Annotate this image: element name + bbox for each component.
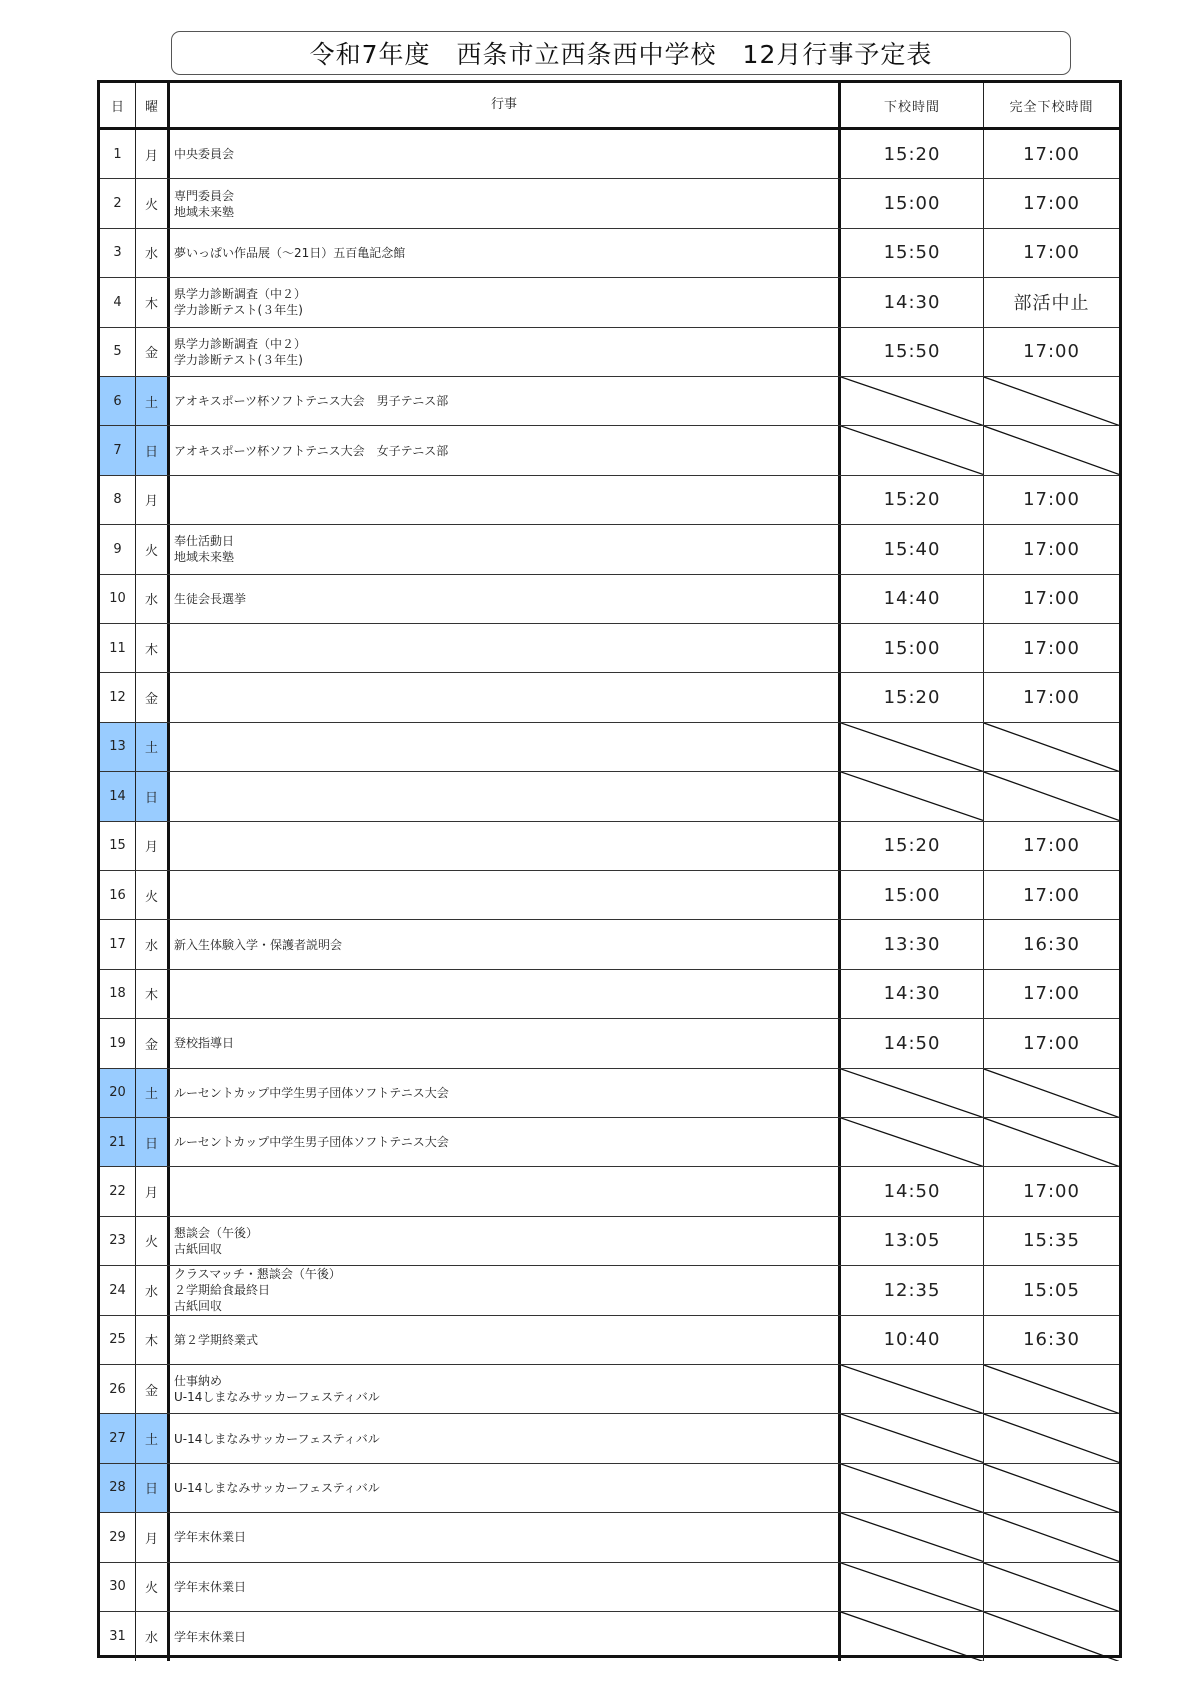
event-cell (170, 328, 841, 376)
full-dismissal-time-cell (984, 426, 1119, 474)
table-row (100, 624, 1119, 673)
header-full-dismissal-time: 完全下校時間 (1009, 99, 1094, 115)
event-line: 学年末休業日 (174, 1579, 247, 1594)
table-row (100, 920, 1119, 969)
full-dismissal-time-cell (984, 1019, 1119, 1067)
full-dismissal-time-cell (984, 1266, 1119, 1314)
event-line: 学力診断テスト(３年生) (174, 352, 303, 367)
dismissal-time-cell (841, 1365, 984, 1413)
weekday-cell: 月 (136, 476, 170, 524)
dismissal-time-cell (841, 130, 984, 178)
event-line: 夢いっぱい作品展（～21日）五百亀記念館 (174, 245, 406, 260)
full-dismissal-time: 17:00 (1023, 143, 1080, 165)
dismissal-time-cell (841, 1069, 984, 1117)
dismissal-time: 15:20 (883, 835, 941, 857)
day-cell: 18 (100, 970, 136, 1018)
weekday-cell: 金 (136, 1019, 170, 1067)
table-row (100, 1167, 1119, 1216)
table-row (100, 575, 1119, 624)
full-dismissal-time-cell (984, 624, 1119, 672)
day-cell: 8 (100, 476, 136, 524)
dismissal-time-cell (841, 1316, 984, 1364)
dismissal-time: 12:35 (883, 1279, 941, 1301)
event-line: 奉仕活動日 (174, 534, 235, 549)
day-cell: 17 (100, 920, 136, 968)
weekday-cell: 金 (136, 673, 170, 721)
full-dismissal-time-cell (984, 1365, 1119, 1413)
full-dismissal-time: 17:00 (1023, 341, 1080, 363)
table-row (100, 1019, 1119, 1068)
full-dismissal-time: 17:00 (1023, 489, 1080, 511)
event-line: 県学力診断調査（中２） (174, 336, 307, 351)
event-line: 生徒会長選挙 (174, 591, 247, 606)
full-dismissal-time: 15:35 (1023, 1230, 1080, 1252)
weekday-cell: 木 (136, 970, 170, 1018)
weekday-cell: 月 (136, 822, 170, 870)
table-row (100, 970, 1119, 1019)
event-cell (170, 1612, 841, 1661)
dismissal-time: 14:30 (883, 983, 941, 1005)
dismissal-time-cell (841, 377, 984, 425)
dismissal-time: 15:20 (883, 143, 941, 165)
table-row (100, 278, 1119, 327)
weekday-cell: 日 (136, 772, 170, 820)
weekday-cell: 土 (136, 1414, 170, 1462)
header-event: 行事 (170, 83, 841, 127)
day-cell: 21 (100, 1118, 136, 1166)
header-dismissal-time: 下校時間 (841, 83, 984, 127)
day-cell: 31 (100, 1612, 136, 1661)
full-dismissal-time: 17:00 (1023, 637, 1080, 659)
full-dismissal-time: 16:30 (1023, 934, 1080, 956)
dismissal-time: 15:20 (883, 687, 941, 709)
table-row (100, 822, 1119, 871)
full-dismissal-time: 16:30 (1023, 1329, 1080, 1351)
day-cell: 9 (100, 525, 136, 573)
table-header (100, 83, 1119, 130)
full-dismissal-time-cell (984, 1167, 1119, 1215)
full-dismissal-time: 17:00 (1023, 884, 1080, 906)
dismissal-time: 15:20 (883, 489, 941, 511)
weekday-cell: 金 (136, 1365, 170, 1413)
event-line: 地域未来塾 (174, 550, 235, 565)
full-dismissal-time: 17:00 (1023, 687, 1080, 709)
weekday-cell: 水 (136, 1266, 170, 1314)
event-cell (170, 1365, 841, 1413)
day-cell: 3 (100, 229, 136, 277)
table-row (100, 476, 1119, 525)
full-dismissal-time-cell (984, 1513, 1119, 1561)
event-line: アオキスポーツ杯ソフトテニス大会 男子テニス部 (174, 394, 449, 409)
event-cell (170, 179, 841, 227)
full-dismissal-time-cell (984, 229, 1119, 277)
dismissal-time-cell (841, 624, 984, 672)
event-line: 学力診断テスト(３年生) (174, 303, 303, 318)
event-cell (170, 476, 841, 524)
event-cell (170, 278, 841, 326)
event-line: クラスマッチ・懇談会（午後） (174, 1267, 341, 1282)
full-dismissal-time-cell (984, 1118, 1119, 1166)
event-cell (170, 1167, 841, 1215)
event-cell (170, 772, 841, 820)
dismissal-time: 15:50 (883, 242, 941, 264)
event-cell (170, 130, 841, 178)
table-row (100, 130, 1119, 179)
dismissal-time-cell (841, 723, 984, 771)
dismissal-time-cell (841, 871, 984, 919)
event-cell (170, 822, 841, 870)
weekday-cell: 火 (136, 525, 170, 573)
day-cell: 10 (100, 575, 136, 623)
weekday-cell: 火 (136, 1217, 170, 1265)
event-line: ルーセントカップ中学生男子団体ソフトテニス大会 (174, 1135, 449, 1150)
table-row (100, 1266, 1119, 1315)
day-cell: 1 (100, 130, 136, 178)
dismissal-time: 15:00 (883, 193, 941, 215)
day-cell: 25 (100, 1316, 136, 1364)
event-line: 懇談会（午後） (174, 1225, 259, 1240)
weekday-cell: 土 (136, 1069, 170, 1117)
weekday-cell: 日 (136, 1118, 170, 1166)
weekday-cell: 火 (136, 179, 170, 227)
weekday-cell: 日 (136, 426, 170, 474)
header-weekday: 曜 (136, 83, 170, 127)
day-cell: 11 (100, 624, 136, 672)
day-cell: 22 (100, 1167, 136, 1215)
dismissal-time-cell (841, 673, 984, 721)
dismissal-time-cell (841, 1414, 984, 1462)
event-line: 仕事納め (174, 1374, 223, 1389)
weekday-cell: 水 (136, 229, 170, 277)
dismissal-time-cell (841, 1563, 984, 1611)
full-dismissal-time-cell (984, 179, 1119, 227)
day-cell: 23 (100, 1217, 136, 1265)
full-dismissal-time: 17:00 (1023, 242, 1080, 264)
event-cell (170, 1266, 841, 1314)
full-dismissal-time-cell (984, 1612, 1119, 1661)
dismissal-time-cell (841, 1464, 984, 1512)
dismissal-time-cell (841, 1513, 984, 1561)
dismissal-time: 10:40 (883, 1329, 941, 1351)
full-dismissal-time: 17:00 (1023, 1181, 1080, 1203)
dismissal-time-cell (841, 920, 984, 968)
dismissal-time-cell (841, 575, 984, 623)
dismissal-time-cell (841, 328, 984, 376)
event-line: ２学期給食最終日 (174, 1283, 271, 1298)
weekday-cell: 火 (136, 871, 170, 919)
dismissal-time: 14:30 (883, 291, 941, 313)
dismissal-time-cell (841, 1612, 984, 1661)
event-line: U-14しまなみサッカーフェスティバル (174, 1480, 380, 1495)
weekday-cell: 日 (136, 1464, 170, 1512)
event-cell (170, 1414, 841, 1462)
event-cell (170, 1069, 841, 1117)
day-cell: 28 (100, 1464, 136, 1512)
dismissal-time: 14:50 (883, 1032, 941, 1054)
full-dismissal-time: 17:00 (1023, 588, 1080, 610)
day-cell: 4 (100, 278, 136, 326)
table-row (100, 1118, 1119, 1167)
day-cell: 5 (100, 328, 136, 376)
table-row (100, 1563, 1119, 1612)
day-cell: 19 (100, 1019, 136, 1067)
header-day: 日 (100, 83, 136, 127)
event-cell (170, 377, 841, 425)
full-dismissal-time-cell (984, 328, 1119, 376)
day-cell: 6 (100, 377, 136, 425)
full-dismissal-time: 15:05 (1023, 1279, 1080, 1301)
event-cell (170, 1464, 841, 1512)
full-dismissal-time-cell (984, 920, 1119, 968)
table-row (100, 1069, 1119, 1118)
title-box (171, 31, 1071, 75)
day-cell: 2 (100, 179, 136, 227)
day-cell: 26 (100, 1365, 136, 1413)
dismissal-time-cell (841, 1167, 984, 1215)
dismissal-time-cell (841, 1118, 984, 1166)
full-dismissal-time-cell (984, 970, 1119, 1018)
dismissal-time-cell (841, 525, 984, 573)
event-cell (170, 525, 841, 573)
event-line: 専門委員会 (174, 188, 235, 203)
event-cell (170, 1019, 841, 1067)
event-cell (170, 426, 841, 474)
full-dismissal-time-cell (984, 1316, 1119, 1364)
table-row (100, 871, 1119, 920)
weekday-cell: 水 (136, 575, 170, 623)
full-dismissal-time-cell (984, 723, 1119, 771)
event-cell (170, 723, 841, 771)
dismissal-time-cell (841, 476, 984, 524)
table-row (100, 1414, 1119, 1463)
dismissal-time-cell (841, 1217, 984, 1265)
event-cell (170, 1217, 841, 1265)
dismissal-time-cell (841, 1266, 984, 1314)
dismissal-time-cell (841, 822, 984, 870)
day-cell: 7 (100, 426, 136, 474)
weekday-cell: 木 (136, 1316, 170, 1364)
table-row (100, 1464, 1119, 1513)
full-dismissal-time-cell (984, 377, 1119, 425)
weekday-cell: 月 (136, 130, 170, 178)
schedule-table (97, 80, 1122, 1658)
dismissal-time-cell (841, 772, 984, 820)
dismissal-time: 15:00 (883, 884, 941, 906)
day-cell: 29 (100, 1513, 136, 1561)
event-cell (170, 575, 841, 623)
table-row (100, 673, 1119, 722)
event-cell (170, 920, 841, 968)
event-line: 学年末休業日 (174, 1629, 247, 1644)
event-cell (170, 1513, 841, 1561)
table-row (100, 229, 1119, 278)
weekday-cell: 月 (136, 1167, 170, 1215)
full-dismissal-time-cell (984, 1069, 1119, 1117)
weekday-cell: 水 (136, 920, 170, 968)
event-cell (170, 970, 841, 1018)
full-dismissal-time-cell (984, 130, 1119, 178)
event-line: 古紙回収 (174, 1241, 223, 1256)
full-dismissal-time: 部活中止 (1013, 293, 1090, 315)
event-line: 新入生体験入学・保護者説明会 (174, 937, 343, 952)
weekday-cell: 木 (136, 278, 170, 326)
dismissal-time: 14:40 (883, 588, 941, 610)
full-dismissal-time-cell (984, 1464, 1119, 1512)
page-title: 令和7年度 西条市立西条西中学校 12月行事予定表 (309, 40, 933, 69)
table-row (100, 1217, 1119, 1266)
event-line: ルーセントカップ中学生男子団体ソフトテニス大会 (174, 1085, 449, 1100)
full-dismissal-time-cell (984, 525, 1119, 573)
table-row (100, 1612, 1119, 1661)
full-dismissal-time: 17:00 (1023, 1032, 1080, 1054)
dismissal-time: 13:30 (883, 934, 941, 956)
event-cell (170, 673, 841, 721)
table-row (100, 377, 1119, 426)
full-dismissal-time: 17:00 (1023, 983, 1080, 1005)
weekday-cell: 金 (136, 328, 170, 376)
table-row (100, 1316, 1119, 1365)
dismissal-time: 15:50 (883, 341, 941, 363)
event-line: 登校指導日 (174, 1036, 235, 1051)
table-row (100, 723, 1119, 772)
full-dismissal-time-cell (984, 476, 1119, 524)
day-cell: 14 (100, 772, 136, 820)
dismissal-time: 13:05 (883, 1230, 941, 1252)
weekday-cell: 月 (136, 1513, 170, 1561)
full-dismissal-time-cell (984, 871, 1119, 919)
event-line: 県学力診断調査（中２） (174, 287, 307, 302)
event-cell (170, 1316, 841, 1364)
event-cell (170, 871, 841, 919)
full-dismissal-time-cell (984, 772, 1119, 820)
dismissal-time: 14:50 (883, 1181, 941, 1203)
event-line: アオキスポーツ杯ソフトテニス大会 女子テニス部 (174, 443, 449, 458)
full-dismissal-time-cell (984, 822, 1119, 870)
table-row (100, 772, 1119, 821)
event-line: 学年末休業日 (174, 1530, 247, 1545)
dismissal-time-cell (841, 179, 984, 227)
table-row (100, 426, 1119, 475)
event-line: U-14しまなみサッカーフェスティバル (174, 1390, 380, 1405)
dismissal-time-cell (841, 426, 984, 474)
weekday-cell: 水 (136, 1612, 170, 1661)
dismissal-time-cell (841, 278, 984, 326)
day-cell: 20 (100, 1069, 136, 1117)
full-dismissal-time-cell (984, 1414, 1119, 1462)
full-dismissal-time: 17:00 (1023, 193, 1080, 215)
day-cell: 24 (100, 1266, 136, 1314)
day-cell: 12 (100, 673, 136, 721)
event-cell (170, 1118, 841, 1166)
weekday-cell: 火 (136, 1563, 170, 1611)
event-cell (170, 229, 841, 277)
dismissal-time-cell (841, 1019, 984, 1067)
event-line: 古紙回収 (174, 1299, 223, 1314)
dismissal-time-cell (841, 970, 984, 1018)
day-cell: 15 (100, 822, 136, 870)
full-dismissal-time: 17:00 (1023, 538, 1080, 560)
dismissal-time-cell (841, 229, 984, 277)
weekday-cell: 土 (136, 377, 170, 425)
table-row (100, 1365, 1119, 1414)
full-dismissal-time: 17:00 (1023, 835, 1080, 857)
table-row (100, 525, 1119, 574)
table-row (100, 179, 1119, 228)
weekday-cell: 木 (136, 624, 170, 672)
full-dismissal-time-cell (984, 278, 1119, 326)
dismissal-time: 15:40 (883, 538, 941, 560)
day-cell: 16 (100, 871, 136, 919)
dismissal-time: 15:00 (883, 637, 941, 659)
day-cell: 30 (100, 1563, 136, 1611)
event-line: 地域未来塾 (174, 204, 235, 219)
full-dismissal-time-cell (984, 1563, 1119, 1611)
day-cell: 27 (100, 1414, 136, 1462)
weekday-cell: 土 (136, 723, 170, 771)
event-line: 第２学期終業式 (174, 1332, 259, 1347)
table-row (100, 328, 1119, 377)
table-row (100, 1513, 1119, 1562)
full-dismissal-time-cell (984, 1217, 1119, 1265)
event-cell (170, 624, 841, 672)
event-line: U-14しまなみサッカーフェスティバル (174, 1431, 380, 1446)
full-dismissal-time-cell (984, 673, 1119, 721)
event-line: 中央委員会 (174, 147, 235, 162)
day-cell: 13 (100, 723, 136, 771)
full-dismissal-time-cell (984, 575, 1119, 623)
event-cell (170, 1563, 841, 1611)
